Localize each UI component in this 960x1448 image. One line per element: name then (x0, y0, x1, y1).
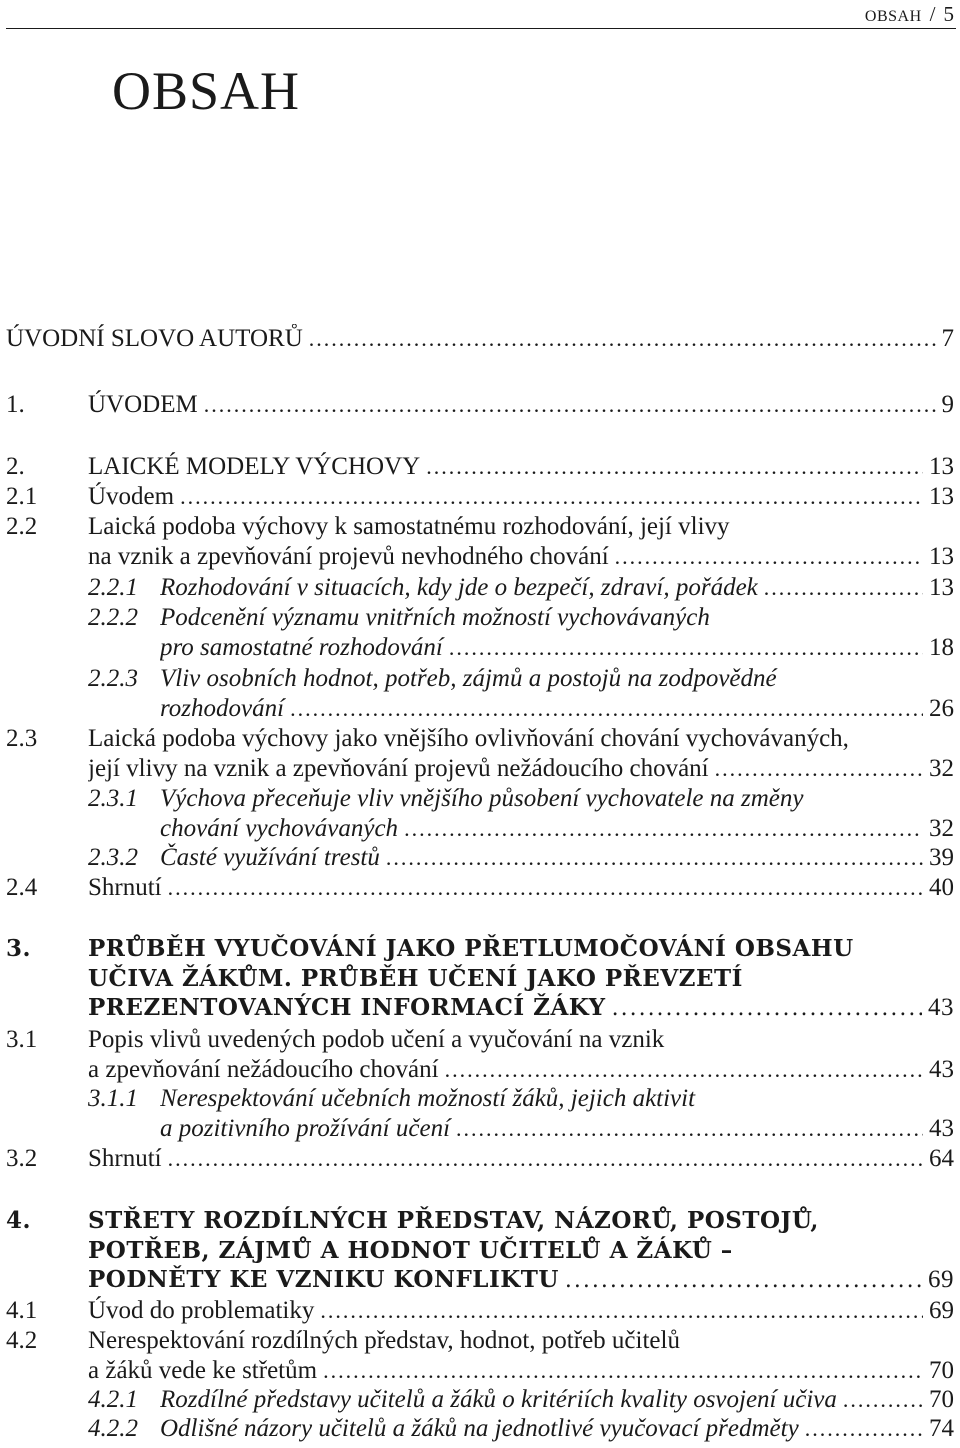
toc-entry-title: Vliv osobních hodnot, potřeb, zájmů a postojů na zodpovědné (160, 665, 777, 692)
dot-leader (180, 482, 923, 511)
toc-entry-number: 3.1.1 (88, 1085, 138, 1112)
dot-leader (843, 1385, 923, 1414)
toc-entry-page: 9 (941, 391, 954, 418)
toc-entry-title: Shrnutí (88, 1145, 162, 1172)
toc-entry-title: LAICKÉ MODELY VÝCHOVY (88, 453, 421, 480)
toc-entry-number: 2.2.1 (88, 574, 138, 601)
dot-leader (290, 694, 923, 723)
toc-entry-title: Laická podoba výchovy jako vnějšího ovlivňování chování vychovávaných, (88, 725, 849, 752)
toc-entry-number: 4. (6, 1207, 32, 1234)
toc-entry-page: 69 (928, 1266, 954, 1294)
toc-entry-number: 1. (6, 391, 25, 418)
dot-leader (309, 324, 936, 353)
toc-entry-page: 64 (929, 1145, 954, 1172)
toc-entry-number: 2.1 (6, 483, 38, 510)
toc-entry-page: 13 (929, 542, 954, 570)
toc-entry-title: UČIVA ŽÁKŮM. PRŮBĚH UČENÍ JAKO PŘEVZETÍ (88, 964, 743, 992)
toc-entry-title: PRŮBĚH VYUČOVÁNÍ JAKO PŘETLUMOČOVÁNÍ OBSAHU (88, 935, 854, 962)
toc-entry-number: 2.2.3 (88, 665, 138, 692)
toc-entry-page: 69 (929, 1297, 954, 1324)
toc-entry-title: POTŘEB, ZÁJMŮ A HODNOT UČITELŮ A ŽÁKŮ – (88, 1236, 733, 1264)
toc-entry-page: 13 (929, 483, 954, 510)
toc-entry-title: Odlišné názory učitelů a žáků na jednotlivé vyučovací předměty (160, 1415, 799, 1442)
toc-entry-title: ÚVODNÍ SLOVO AUTORŮ (6, 325, 303, 352)
dot-leader (805, 1414, 923, 1443)
toc-entry-number: 2.2 (6, 513, 38, 540)
toc-entry-page: 39 (929, 844, 954, 871)
toc-entry-page: 70 (929, 1356, 954, 1384)
dot-leader (386, 843, 923, 872)
toc-entry-title: PODNĚTY KE VZNIKU KONFLIKTU (88, 1266, 559, 1294)
toc-entry-number: 2.4 (6, 874, 38, 901)
toc-entry-number: 2.3 (6, 725, 38, 752)
toc-entry-title: Rozdílné představy učitelů a žáků o kritériích kvality osvojení učiva (160, 1386, 837, 1413)
dot-leader (615, 542, 923, 571)
toc-entry-page: 43 (929, 1055, 954, 1083)
dot-leader (323, 1356, 923, 1385)
toc-entry-title: její vlivy na vznik a zpevňování projevů nežádoucího chování (88, 754, 709, 782)
header-page-number: 5 (943, 2, 954, 26)
toc-entry-number: 4.2.2 (88, 1415, 138, 1442)
toc-entry-title: a žáků vede ke střetům (88, 1356, 318, 1384)
toc-entry-title: a pozitivního prožívání učení (160, 1114, 451, 1142)
header-separator: / (929, 2, 936, 26)
toc-entry-title: pro samostatné rozhodování (160, 633, 443, 661)
toc-entry-page: 74 (929, 1415, 954, 1442)
toc-entry-title: Časté využívání trestů (160, 844, 380, 871)
toc-entry-number: 3.1 (6, 1026, 38, 1053)
toc-entry-page: 32 (929, 754, 954, 782)
toc-entry-number: 4.1 (6, 1297, 38, 1324)
toc-entry-page: 26 (929, 694, 954, 722)
toc-entry-page: 43 (929, 1114, 954, 1142)
toc-entry-number: 3.2 (6, 1145, 38, 1172)
header-rule (6, 28, 956, 29)
toc-entry-page: 7 (941, 325, 954, 352)
toc-entry-number: 4.2.1 (88, 1386, 138, 1413)
dot-leader (565, 1266, 922, 1295)
toc-entry-page: 40 (929, 874, 954, 901)
toc-entry-title: Nerespektování učebních možností žáků, jejich aktivit (160, 1085, 696, 1112)
toc-entry-number: 4.2 (6, 1327, 38, 1354)
dot-leader (320, 1296, 923, 1325)
toc-entry-title: rozhodování (160, 694, 285, 722)
dot-leader (204, 390, 936, 419)
dot-leader (715, 754, 923, 783)
toc-entry-title: Úvod do problematiky (88, 1297, 315, 1324)
toc-entry-title: Nerespektování rozdílných představ, hodnot, potřeb učitelů (88, 1327, 680, 1354)
toc-entry-title: Úvodem (88, 483, 175, 510)
toc-entry-title: Výchova přeceňuje vliv vnějšího působení vychovatele na změny (160, 785, 804, 812)
dot-leader (168, 1144, 923, 1173)
dot-leader (764, 573, 923, 602)
toc-entry-title: Popis vlivů uvedených podob učení a vyučování na vznik (88, 1026, 665, 1053)
running-header (0, 0, 960, 34)
toc-entry-title: a zpevňování nežádoucího chování (88, 1055, 439, 1083)
dot-leader (404, 814, 923, 843)
dot-leader (168, 873, 923, 902)
toc-entry-page: 43 (928, 994, 954, 1022)
toc-entry-page: 32 (929, 814, 954, 842)
dot-leader (456, 1114, 923, 1143)
toc-entry-number: 2.3.2 (88, 844, 138, 871)
toc-entry-title: chování vychovávaných (160, 814, 399, 842)
dot-leader (449, 633, 923, 662)
dot-leader (612, 994, 922, 1023)
toc-entry-number: 2. (6, 453, 25, 480)
toc-entry-page: 18 (929, 633, 954, 661)
toc-entry-title: ÚVODEM (88, 391, 198, 418)
page-title: OBSAH (112, 61, 301, 121)
dot-leader (445, 1055, 923, 1084)
header-section: OBSAH (864, 8, 922, 25)
dot-leader (426, 452, 923, 481)
toc-entry-title: Laická podoba výchovy k samostatnému rozhodování, její vlivy (88, 513, 730, 540)
toc-entry-page: 13 (929, 453, 954, 480)
toc-entry-title: Shrnutí (88, 874, 162, 901)
toc-entry-number: 3. (6, 935, 32, 962)
toc-entry-number: 2.2.2 (88, 604, 138, 631)
toc-entry-page: 13 (929, 574, 954, 601)
toc-entry-title: Podcenění významu vnitřních možností vychovávaných (160, 604, 710, 631)
header-text (857, 2, 954, 27)
toc-entry-number: 2.3.1 (88, 785, 138, 812)
toc-entry-title: PREZENTOVANÝCH INFORMACÍ ŽÁKY (88, 994, 606, 1022)
toc-entry-page: 70 (929, 1386, 954, 1413)
toc-entry-title: na vznik a zpevňování projevů nevhodného chování (88, 542, 609, 570)
toc-entry-title: Rozhodování v situacích, kdy jde o bezpečí, zdraví, pořádek (160, 574, 758, 601)
toc-entry-title: STŘETY ROZDÍLNÝCH PŘEDSTAV, NÁZORŮ, POSTOJŮ, (88, 1207, 819, 1234)
